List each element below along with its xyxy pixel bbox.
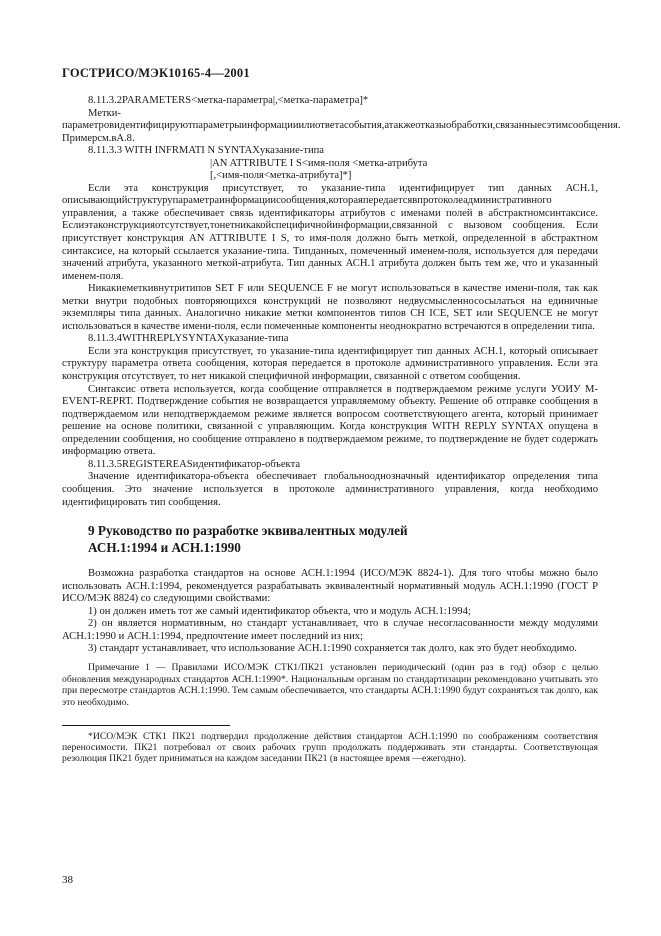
note-1: Примечание 1 — Правилами ИСО/МЭК СТК1/ПК21 установлен периодический (один раз в год) обзор с целью обновления международных стандартов АСН.1:1990*. Национальным органам по стандартизации рекомендовано учитывать это при пересмотре стандартов АСН.1:1990. Тем самым обеспечивается, что стандарты АСН.1:1990 будут сохраняться так долго, как это необходимо. <box>62 661 598 708</box>
label-restriction-paragraph: Никакиеметкивнутритипов SET F или SEQUENCE F не могут использоваться в качестве имени-поля, так как метки внутри подобных повторяющихся конструкций не позволяют недвусмысленнососылаться на единичные экземпляры типа данных. Аналогично никакие метки компонентов типов CH ICE, SET или SEQUENCE не могут использоваться в качестве имени-поля, если помеченные компоненты неоднократно встречаются в определении типа. <box>62 283 598 332</box>
property-item-3: 3) стандарт устанавливает, что использование АСН.1:1990 сохраняется так долго, как это будет необходимо. <box>88 643 577 655</box>
page-body <box>62 95 621 765</box>
property-item-2: 2) он является нормативным, но стандарт устанавливает, что в случае несогласованности между модулями АСН.1:1990 и АСН.1:1994, предпочтение имеет последний из них; <box>62 618 598 642</box>
section-9-heading <box>62 522 598 556</box>
section-9-heading-line1: 9 Руководство по разработке эквивалентных модулей <box>88 523 408 539</box>
clause-8-11-3-3: 8.11.3.3 WITH INFRMATI N SYNTAXуказание-типа <box>88 145 324 157</box>
information-syntax-description: Если эта конструкция присутствует, то указание-типа идентифицирует тип данных АСН.1, описывающийструктурупараметраинформациисообщения,котораяпередаетсявпротоколеадминистративного управления, а также обеспечивает связь идентификаторы атрибутов с именами полей в абстрактномсинтаксисе. Еслиэтаконструкцияотсутствует,тонетникакойспецифичнойинформации,связанной с вызовом сообщения. Если присутствует конструкция AN ATTRIBUTE I S, то имя-поля должно быть меткой, определенной в абстрактном синтаксисе, на который ссылается указание-типа. Типданных, помеченный именем-поля, используется для передачи значений атрибута, указанного меткой-атрибута. Тип данных АСН.1 атрибута должен быть тем же, что и указанный именем-поля. <box>62 182 598 282</box>
reply-syntax-usage: Синтаксис ответа используется, когда сообщение отправляется в подтверждаемом режиме услуги УОИУ M-EVENT-REPRT. Подтверждение события не возвращается управляемому объекту. Решение об отправке сообщения в подтверждаемом или неподтверждаемом режиме является вопросом соответствующего агента, который принимает решение на основе политики, связанной с управляющим. Когда конструкция WITH REPLY SYNTAX опущена в определении сообщения, но сообщение отправлено в подтверждаемом режиме, то подтверждение не будет содержать информацию ответа. <box>62 383 598 458</box>
running-header: ГОСТРИСО/МЭК10165-4—2001 <box>62 66 250 80</box>
reply-syntax-description: Если эта конструкция присутствует, то указание-типа идентифицирует тип данных АСН.1, который описывает структуру параметра ответа сообщения, которая передается в протоколе административного управления. Если эта конструкция отсутствует, то нет никакой специфичной информации, связанной с ответом сообщения. <box>62 345 598 383</box>
clause-8-11-3-2: 8.11.3.2PARAMETERS<метка-параметра|,<метка-параметра]* <box>88 95 369 106</box>
section-9-intro: Возможна разработка стандартов на основе АСН.1:1994 (ИСО/МЭК 8824-1). Для того чтобы можно было использовать АСН.1:1994, рекомендуется разрабатывать эквивалентный нормативный модуль АСН.1:1990 (ГОСТ Р ИСО/МЭК 8824) со следующими свойствами: <box>62 568 598 605</box>
syntax-line-repeat: [,<имя-поля<метка-атрибута]*] <box>210 170 352 182</box>
clause-8-11-3-5: 8.11.3.5REGISTEREASидентификатор-объекта <box>88 458 301 470</box>
clause-8-11-3-4: 8.11.3.4WITHREPLYSYNTAXуказание-типа <box>88 333 289 345</box>
footnote-divider <box>62 725 230 726</box>
property-item-1: 1) он должен иметь тот же самый идентификатор объекта, что и модуль АСН.1:1994; <box>88 605 471 617</box>
page-number: 38 <box>62 874 73 886</box>
syntax-line-attribute: |AN ATTRIBUTE I S<имя-поля <метка-атрибута <box>210 157 428 169</box>
section-9-heading-line2: АСН.1:1994 и АСН.1:1990 <box>88 540 241 556</box>
registered-as-description: Значение идентификатора-объекта обеспечивает глобальнооднозначный идентификатор определения типа сообщения. Это значение используется в протоколе административного управления, когда необходимо идентифицировать тип сообщения. <box>62 471 598 508</box>
parameters-description: Метки-параметровидентифицируютпараметрыинформацииилиответасобытия,атакжеотказыобработки,связанныеcэтимсообщения. Примерсм.вА.8. <box>62 107 621 144</box>
footnote: *ИСО/МЭК СТК1 ПК21 подтвердил продолжение действия стандартов АСН.1:1990 по соображениям соответствия переносимости. ПК21 потребовал от своих рабочих групп продолжать поддерживать эти стандарты. Соответствующая резолюция ПК21 будет приниматься на каждом заседании ПК21 (в настоящее время —ежегодно). <box>62 730 598 765</box>
